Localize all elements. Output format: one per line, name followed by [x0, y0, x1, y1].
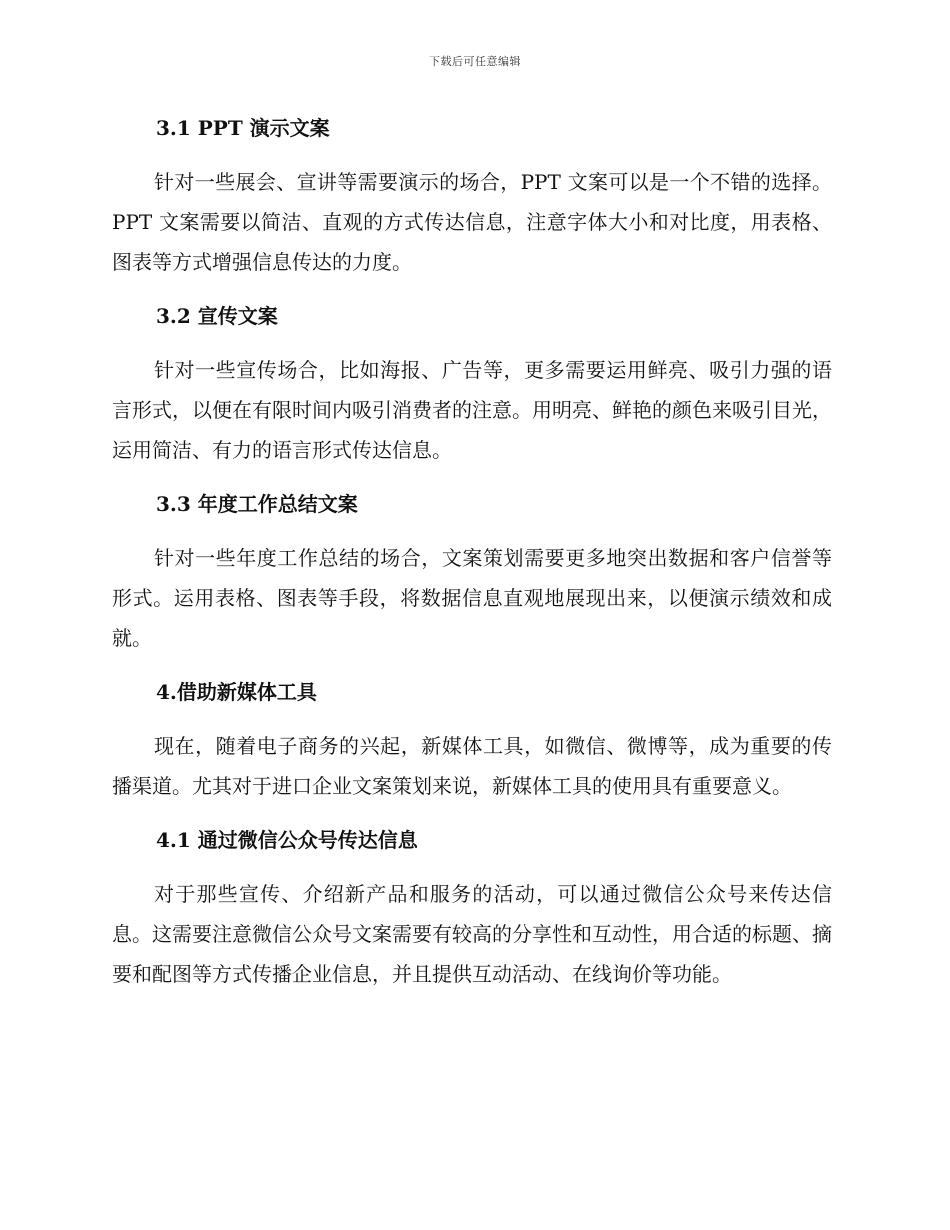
section-heading-3-2: 3.2 宣传文案	[156, 304, 278, 328]
section-paragraph-3-2: 针对一些宣传场合，比如海报、广告等，更多需要运用鲜亮、吸引力强的语言形式，以便在有限时间内吸引消费者的注意。用明亮、鲜艳的颜色来吸引目光，运用简洁、有力的语言形式传达信息。	[112, 358, 832, 462]
section-paragraph-3-1: 针对一些展会、宣讲等需要演示的场合，PPT 文案可以是一个不错的选择。PPT 文案需要以简洁、直观的方式传达信息，注意字体大小和对比度，用表格、图表等方式增强信息传达的力度。	[112, 170, 832, 274]
section-heading-4: 4.借助新媒体工具	[156, 680, 317, 704]
section-heading-4-1: 4.1 通过微信公众号传达信息	[156, 828, 418, 852]
document-body	[112, 108, 832, 1008]
section-paragraph-3-3: 针对一些年度工作总结的场合，文案策划需要更多地突出数据和客户信誉等形式。运用表格、图表等手段，将数据信息直观地展现出来，以便演示绩效和成就。	[112, 546, 832, 650]
section-paragraph-4-1: 对于那些宣传、介绍新产品和服务的活动，可以通过微信公众号来传达信息。这需要注意微信公众号文案需要有较高的分享性和互动性，用合适的标题、摘要和配图等方式传播企业信息，并且提供互动活动、在线询价等功能。	[112, 882, 832, 986]
section-heading-3-3: 3.3 年度工作总结文案	[156, 492, 358, 516]
section-heading-3-1: 3.1 PPT 演示文案	[156, 116, 330, 140]
section-paragraph-4: 现在，随着电子商务的兴起，新媒体工具，如微信、微博等，成为重要的传播渠道。尤其对于进口企业文案策划来说，新媒体工具的使用具有重要意义。	[112, 734, 832, 798]
page-header: 下载后可任意编辑	[429, 55, 521, 68]
